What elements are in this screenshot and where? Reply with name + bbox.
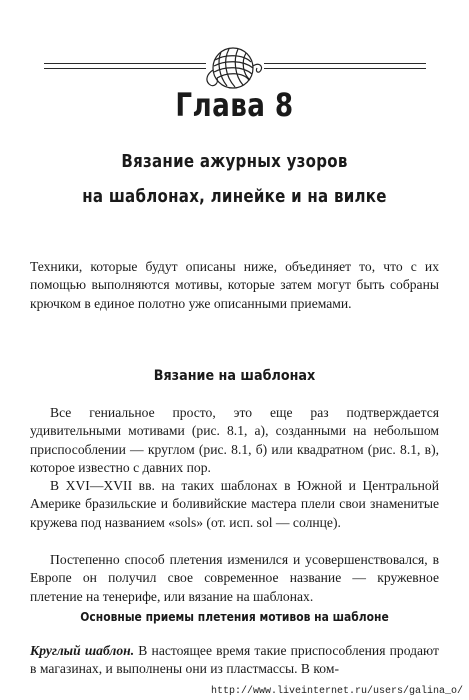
body-paragraph-2: В XVI—XVII вв. на таких шаблонах в Южной и Центральной Америке бразильские и боливийские мастера плели свои знаменитые кружева под названием «sols» (от. исп. sol — солнце). [30, 478, 439, 530]
body-paragraph-1: Все гениальное просто, это еще раз подтверждается удивительными мотивами (рис. 8.1, а), созданными на небольшом приспособлении — круглом (рис. 8.1, б) или квадратном (рис. 8.1, в), которое известно с давних пор. [30, 405, 439, 476]
section-heading: Вязание на шаблонах [153, 368, 316, 384]
header-ornament [0, 20, 469, 80]
term-round-template: Круглый шаблон. [30, 643, 135, 658]
intro-paragraph: Техники, которые будут описаны ниже, объединяет то, что с их помощью выполняются мотивы, которые затем могут быть собраны крючком в единое полотно уже описанными приемами. [30, 259, 439, 311]
subsection-heading: Основные приемы плетения мотивов на шаблоне [80, 609, 389, 624]
ornament-rule-left [44, 63, 206, 69]
body-paragraph-4 [30, 642, 439, 679]
ornament-rule-right [264, 63, 426, 69]
body-paragraph-4-text: В настоящее время такие приспособления продают в магазинах, и выполнены они из пластмассы. В ком- [30, 643, 439, 677]
chapter-subtitle-line-2: на шаблонах, линейке и на вилке [82, 187, 387, 207]
chapter-subtitle-line-1: Вязание ажурных узоров [121, 152, 348, 172]
chapter-title: Глава 8 [175, 86, 294, 124]
body-paragraph-3: Постепенно способ плетения изменился и усовершенствовался, в Европе он получил свое современное название — кружевное плетение на тенерифе, или вязание на шаблонах. [30, 552, 439, 604]
watermark-url: http://www.liveinternet.ru/users/galina_o/ [210, 686, 463, 697]
